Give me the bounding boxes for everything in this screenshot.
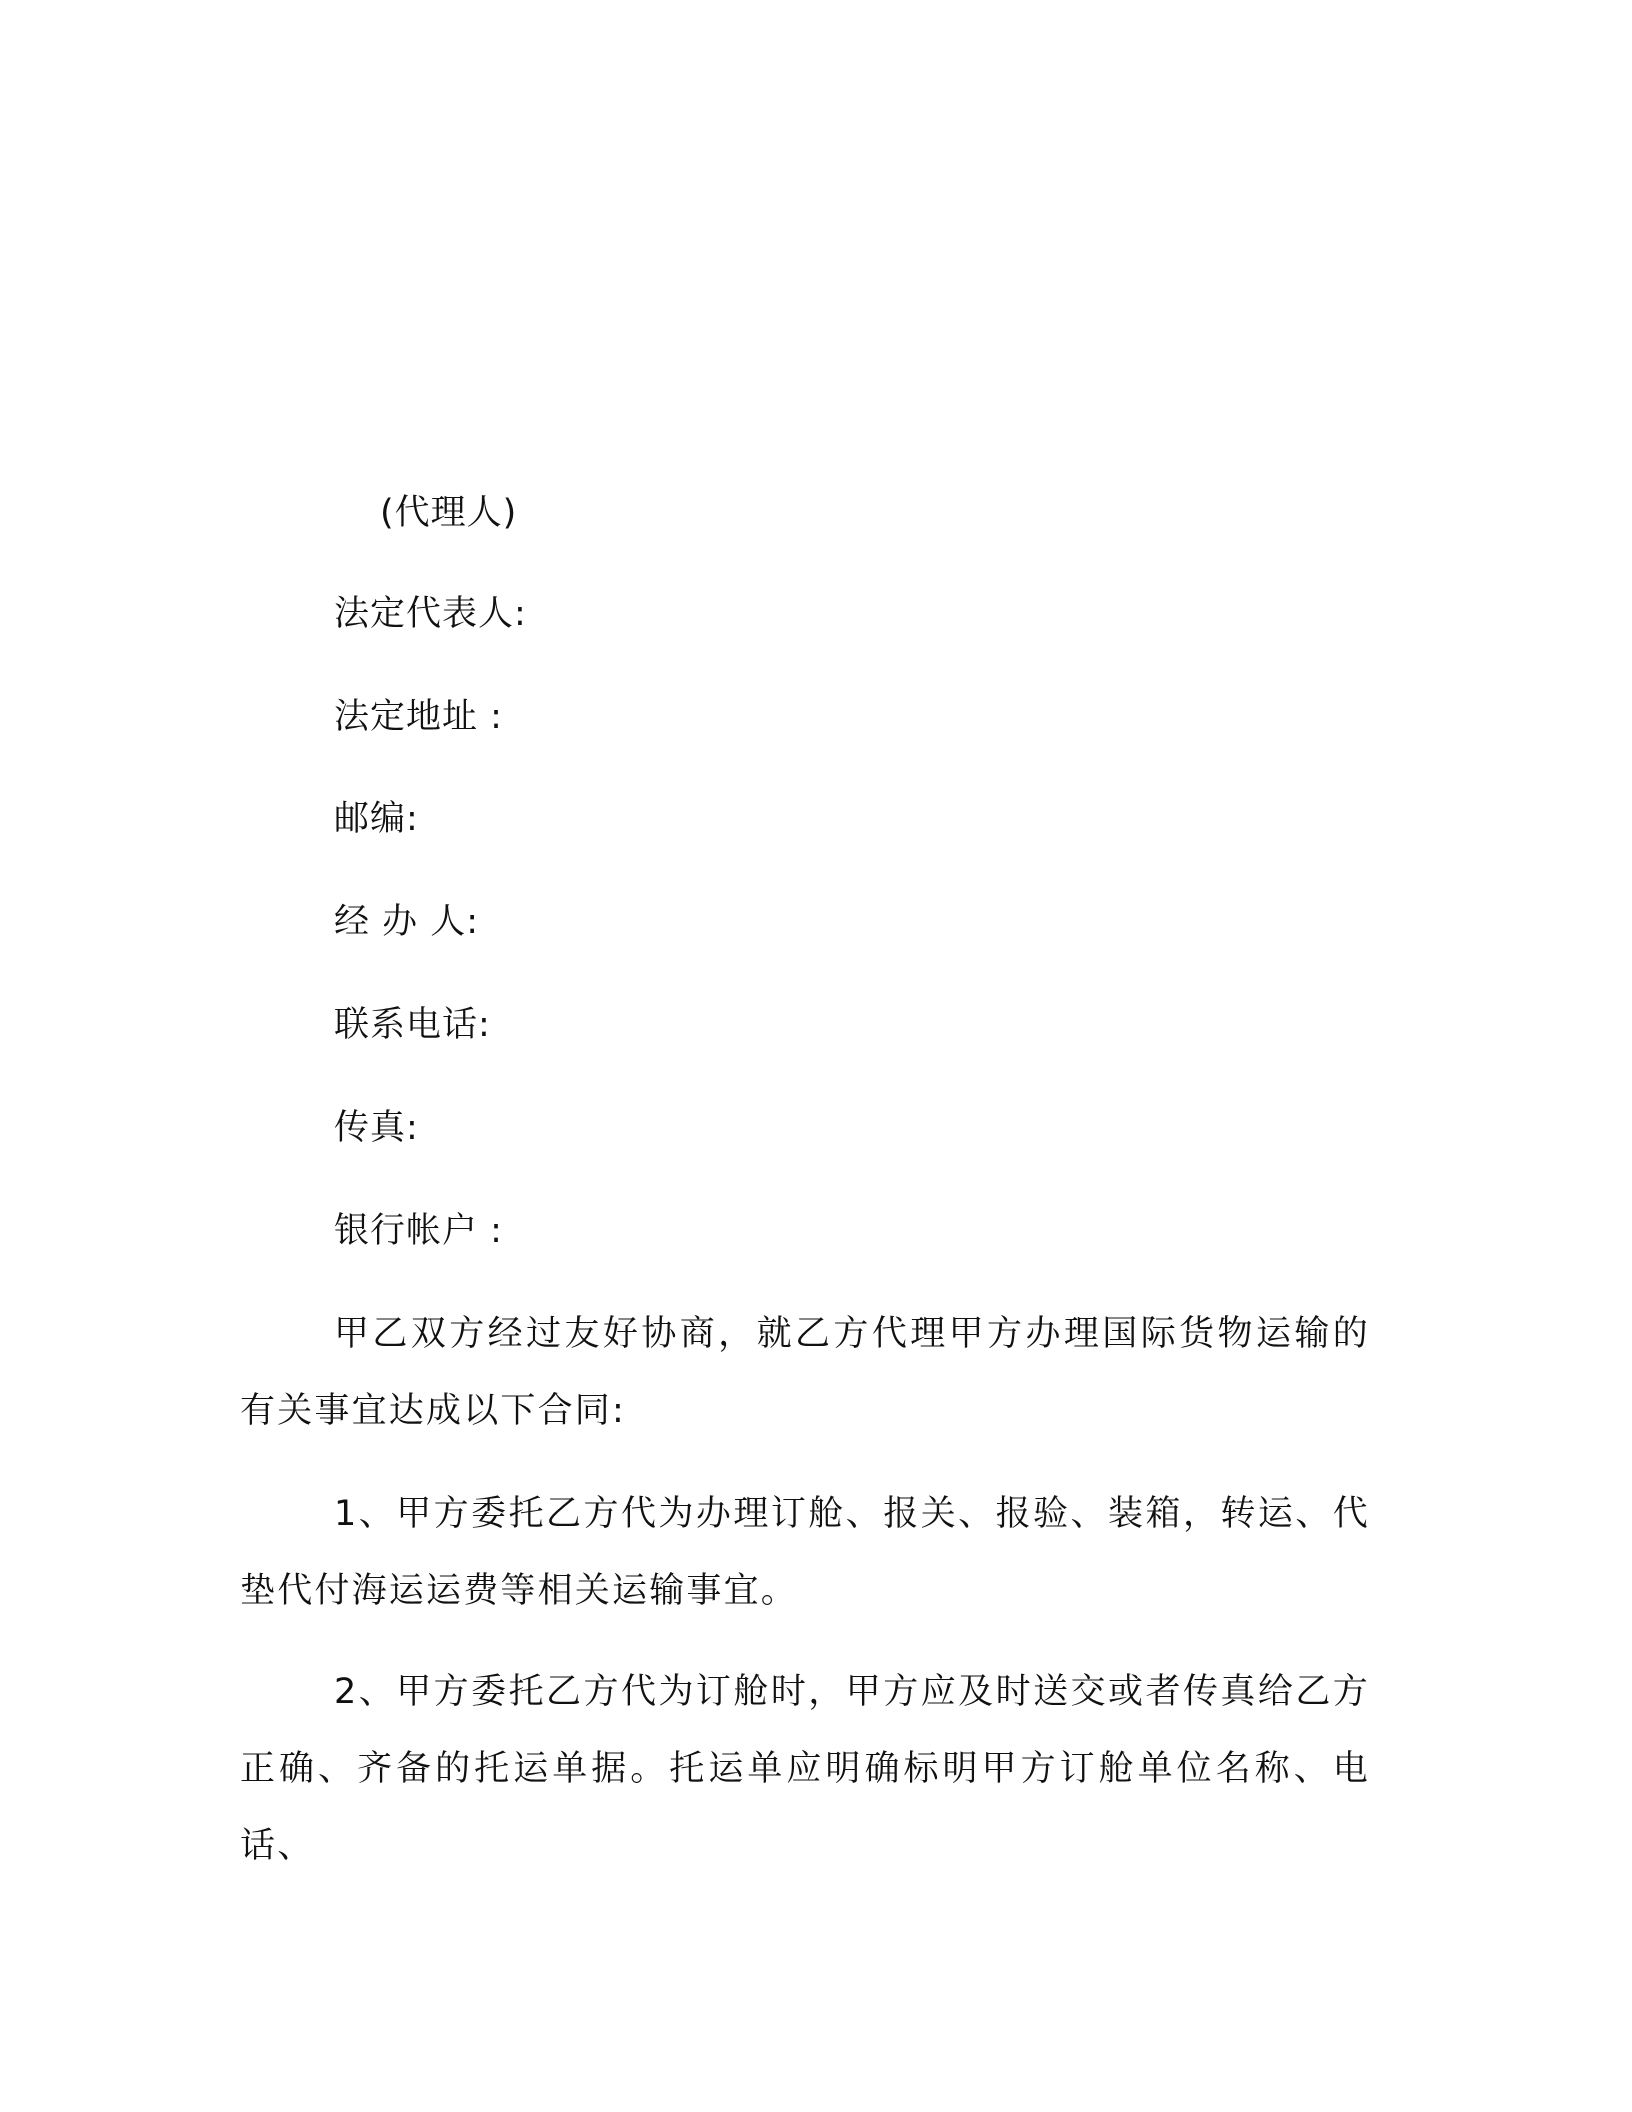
field-phone: 联系电话:	[334, 1005, 491, 1045]
field-legal-representative: 法定代表人:	[334, 594, 527, 634]
field-bank-account: 银行帐户 :	[334, 1211, 503, 1251]
agent-label: (代理人)	[380, 493, 518, 533]
paragraph-intro: 甲乙双方经过友好协商，就乙方代理甲方办理国际货物运输的有关事宜达成以下合同:	[240, 1314, 1370, 1431]
field-postal-code: 邮编:	[334, 799, 419, 839]
field-legal-address: 法定地址 :	[334, 697, 503, 737]
field-fax: 传真:	[334, 1108, 419, 1148]
paragraph-clause-1: 1、甲方委托乙方代为办理订舱、报关、报验、装箱，转运、代垫代付海运运费等相关运输事宜。	[240, 1494, 1370, 1611]
field-handler: 经 办 人:	[334, 902, 480, 942]
paragraph-clause-2: 2、甲方委托乙方代为订舱时，甲方应及时送交或者传真给乙方正确、齐备的托运单据。托运单应明确标明甲方订舱单位名称、电话、	[240, 1672, 1370, 1866]
